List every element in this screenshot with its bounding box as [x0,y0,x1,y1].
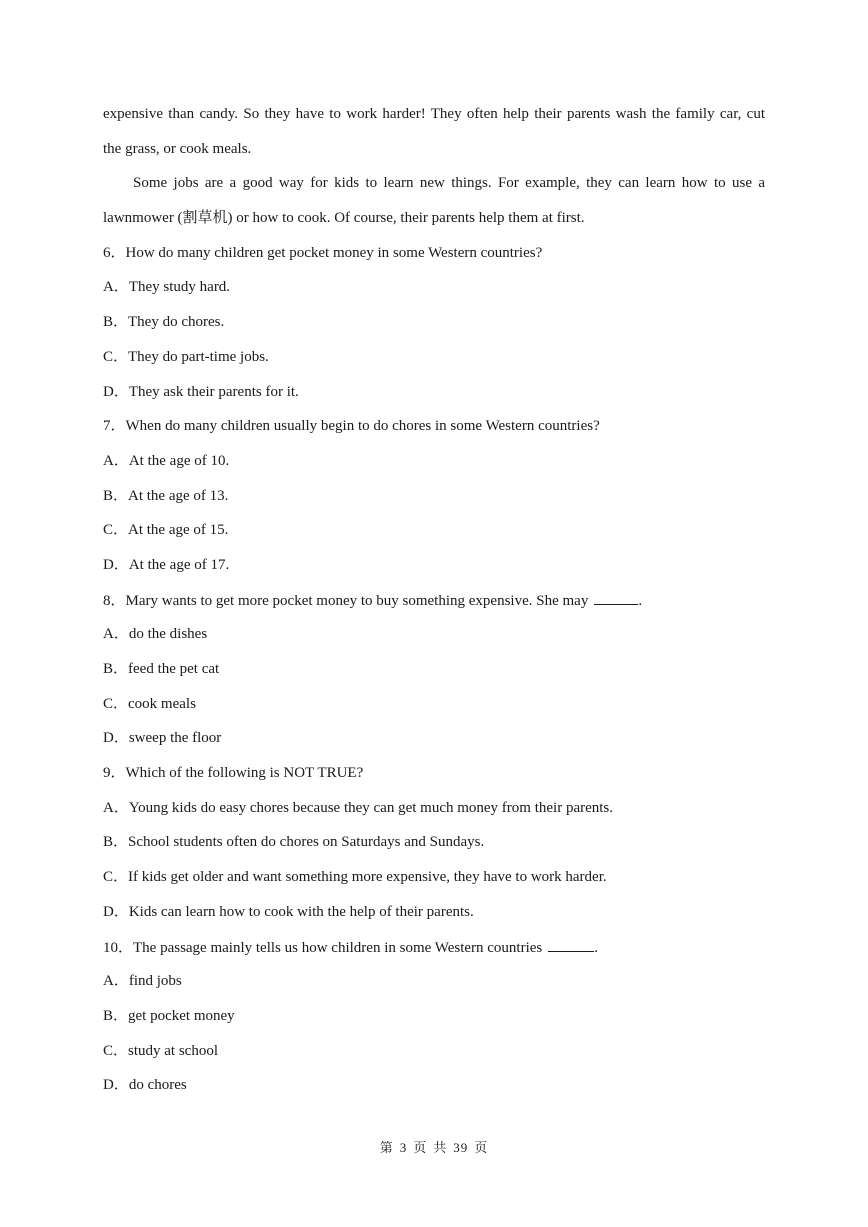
answer-option: B．At the age of 13. [103,487,229,504]
passage-line: Some jobs are a good way for kids to learn new things. For example, they can learn how to use a [133,175,765,192]
question-stem [103,590,765,610]
answer-blank [548,937,594,952]
question-stem-text: 10．The passage mainly tells us how children in some Western countries [103,939,543,956]
answer-option: C．study at school [103,1042,218,1059]
answer-option: A．They study hard. [103,279,231,296]
answer-option: B．They do chores. [103,314,225,331]
answer-option: D．do chores [103,1077,187,1094]
answer-option: A．At the age of 10. [103,452,230,469]
footer-total-pages: 39 [453,1140,469,1155]
answer-option: A．do the dishes [103,626,208,643]
answer-option: A．Young kids do easy chores because they can get much money from their parents. [103,799,614,816]
answer-option: C．If kids get older and want something more expensive, they have to work harder. [103,869,607,886]
footer-gong: 共 [433,1140,448,1155]
question-stem-end: . [638,592,643,609]
answer-option: B．feed the pet cat [103,661,220,677]
answer-option: D．Kids can learn how to cook with the help of their parents. [103,903,474,920]
answer-option: C．cook meals [103,695,196,712]
passage-line: expensive than candy. So they have to work harder! They often help their parents wash the family car, cut [103,106,765,122]
answer-blank [594,590,638,605]
answer-option: C．At the age of 15. [103,522,229,539]
page-footer [0,1139,868,1157]
answer-option: D．sweep the floor [103,730,222,747]
footer-ye: 页 [413,1140,428,1155]
answer-option: D．They ask their parents for it. [103,383,299,400]
answer-option: C．They do part-time jobs. [103,348,269,365]
footer-ye: 页 [474,1140,489,1155]
question-stem [103,937,765,957]
question-stem: 6．How do many children get pocket money in some Western countries? [103,244,543,261]
answer-option: B．get pocket money [103,1007,235,1024]
question-stem-end: . [594,939,599,956]
page-content [103,104,765,1110]
passage-line: lawnmower (割草机) or how to cook. Of course, their parents help them at first. [103,210,585,227]
answer-option: B．School students often do chores on Saturdays and Sundays. [103,834,485,851]
question-stem-text: 8．Mary wants to get more pocket money to buy something expensive. She may [103,592,589,609]
answer-option: D．At the age of 17. [103,556,230,573]
footer-page-number: 3 [399,1140,408,1155]
question-stem: 9．Which of the following is NOT TRUE? [103,765,364,782]
footer-di: 第 [379,1140,394,1155]
passage-line: the grass, or cook meals. [103,140,252,157]
answer-option: A．find jobs [103,973,182,990]
question-stem: 7．When do many children usually begin to do chores in some Western countries? [103,418,600,435]
